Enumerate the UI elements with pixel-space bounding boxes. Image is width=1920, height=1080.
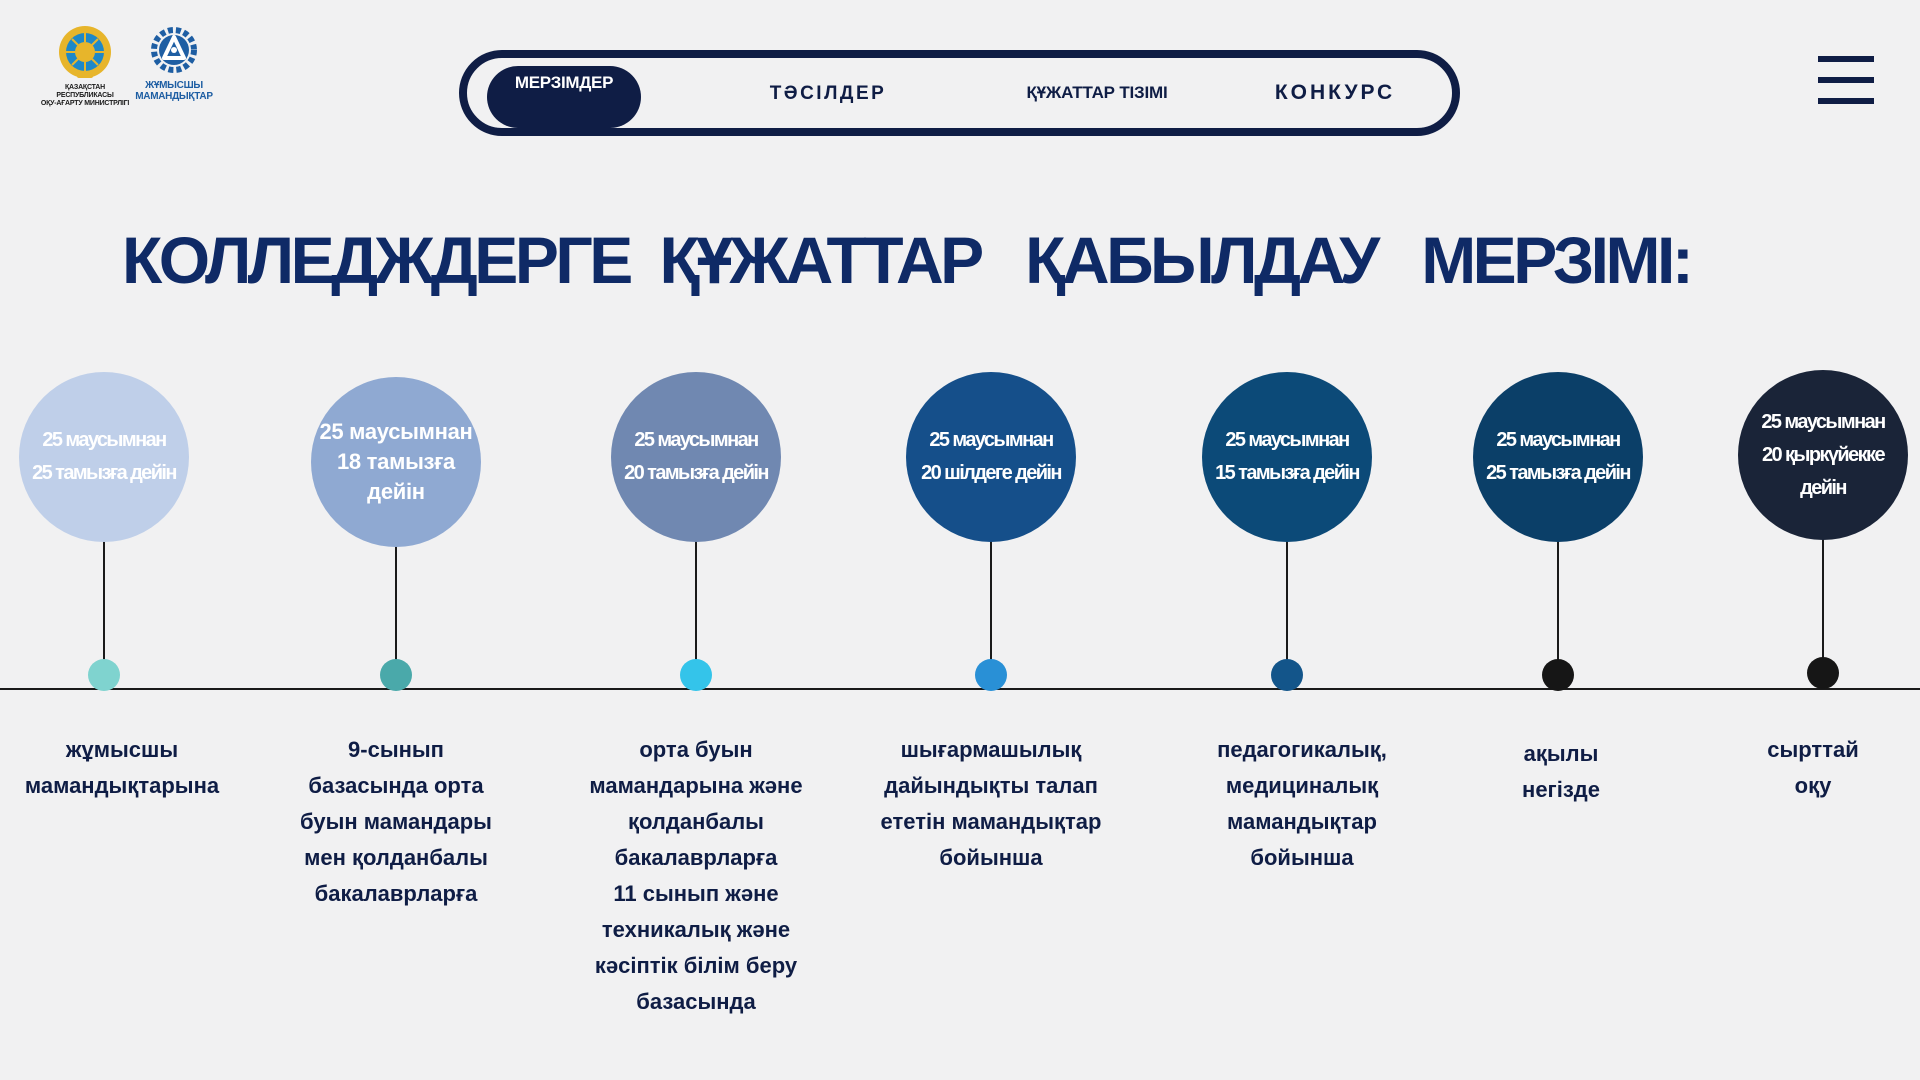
ministry-logo <box>40 24 130 108</box>
timeline-stem-1 <box>103 540 105 675</box>
description-line: шығармашылық <box>900 737 1082 762</box>
description-line: ақылы <box>1523 741 1599 766</box>
skills-logo-text: ЖҰМЫСШЫ МАМАНДЫҚТАР <box>135 80 213 102</box>
deadline-description-3 <box>556 732 836 1020</box>
state-emblem-icon <box>57 24 113 80</box>
deadline-date-text: 25 тамызға дейін <box>1486 462 1630 484</box>
deadline-date-text: дейін <box>1800 476 1846 499</box>
nav-tab-documents-list[interactable]: ҚҰЖАТТАР ТІЗІМІ <box>1026 83 1168 102</box>
description-line: 9-сынып <box>348 737 444 762</box>
timeline-stem-3 <box>695 540 697 675</box>
deadline-description-4 <box>851 732 1131 876</box>
description-line: қолданбалы <box>628 809 764 834</box>
description-line: мамандарына және <box>589 773 803 798</box>
deadline-date-text: 25 маусымнан <box>42 429 166 451</box>
description-line: мен қолданбалы <box>304 845 488 870</box>
main-nav <box>459 50 1460 136</box>
deadline-date-text: 25 маусымнан <box>1761 410 1885 433</box>
description-line: бакалаврларға <box>614 845 778 870</box>
timeline-dot-7 <box>1807 657 1839 689</box>
deadline-date-text: 25 маусымнан <box>1496 429 1620 451</box>
description-line: жұмысшы <box>65 737 179 762</box>
timeline-dot-6 <box>1542 659 1574 691</box>
description-line: сырттай <box>1767 737 1859 762</box>
description-line: техникалық және <box>601 917 791 942</box>
timeline-dot-2 <box>380 659 412 691</box>
deadline-date-text: 25 маусымнан <box>319 419 473 444</box>
deadline-description-2 <box>256 732 536 912</box>
deadline-date-text: дейін <box>367 479 425 504</box>
description-line: медициналық <box>1225 773 1379 798</box>
ministry-logo-text: ҚАЗАҚСТАН РЕСПУБЛИКАСЫ ОҚУ-АҒАРТУ МИНИСТРЛІГІ <box>40 84 130 107</box>
timeline-axis <box>0 688 1920 690</box>
description-line: оқу <box>1794 773 1832 798</box>
deadline-circle-3 <box>611 372 781 542</box>
timeline-dot-5 <box>1271 659 1303 691</box>
timeline-dot-3 <box>680 659 712 691</box>
nav-tab-methods[interactable]: ТӘСІЛДЕР <box>769 83 887 104</box>
nav-tab-contest[interactable]: КОНКУРС <box>1274 81 1396 104</box>
deadline-date-text: 25 тамызға дейін <box>32 462 176 484</box>
skills-logo <box>128 24 220 102</box>
deadline-description-1 <box>0 732 262 804</box>
timeline-stem-7 <box>1822 538 1824 673</box>
description-line: бакалаврларға <box>314 881 478 906</box>
description-line: мамандықтар <box>1227 809 1377 834</box>
timeline-stem-6 <box>1557 540 1559 675</box>
deadline-circle-7 <box>1738 370 1908 540</box>
description-line: бойынша <box>939 845 1043 870</box>
deadline-circle-2 <box>311 377 481 547</box>
description-line: буын мамандары <box>300 809 492 834</box>
description-line: 11 сынып және <box>613 881 779 906</box>
deadline-circle-6 <box>1473 372 1643 542</box>
nav-tab-deadlines[interactable]: МЕРЗІМДЕР <box>487 66 641 128</box>
deadline-circle-5 <box>1202 372 1372 542</box>
gear-logo-icon <box>146 24 202 78</box>
timeline-dot-4 <box>975 659 1007 691</box>
description-line: бойынша <box>1250 845 1354 870</box>
description-line: орта буын <box>639 737 753 762</box>
deadline-date-text: 25 маусымнан <box>634 429 758 451</box>
timeline-stem-2 <box>395 545 397 675</box>
description-line: мамандықтарына <box>24 773 220 798</box>
description-line: базасында орта <box>308 773 484 798</box>
deadline-description-6 <box>1421 736 1701 808</box>
timeline-stem-4 <box>990 540 992 675</box>
description-line: базасында <box>636 989 756 1014</box>
deadline-date-text: 18 тамызға <box>337 449 455 474</box>
page-title: КОЛЛЕДЖДЕРГЕ ҚҰЖАТТАР ҚАБЫЛДАУ МЕРЗІМІ: <box>122 223 1691 297</box>
deadline-date-text: 25 маусымнан <box>929 429 1053 451</box>
deadline-description-5 <box>1162 732 1442 876</box>
description-line: педагогикалық, <box>1217 737 1387 762</box>
deadline-date-text: 20 тамызға дейін <box>624 462 768 484</box>
deadline-date-text: 20 шілдеге дейін <box>921 462 1061 484</box>
description-line: негізде <box>1522 777 1600 802</box>
hamburger-menu-icon[interactable] <box>1818 56 1874 104</box>
deadline-date-text: 15 тамызға дейін <box>1215 462 1359 484</box>
description-line: дайындықты талап <box>884 773 1098 798</box>
timeline-stem-5 <box>1286 540 1288 675</box>
timeline-dot-1 <box>88 659 120 691</box>
description-line: ететін мамандықтар <box>880 809 1102 834</box>
description-line: кәсіптік білім беру <box>594 953 798 978</box>
deadline-date-text: 25 маусымнан <box>1225 429 1349 451</box>
deadline-description-7 <box>1673 732 1920 804</box>
deadline-circle-1 <box>19 372 189 542</box>
deadline-circle-4 <box>906 372 1076 542</box>
deadline-date-text: 20 қыркүйекке <box>1761 443 1884 466</box>
